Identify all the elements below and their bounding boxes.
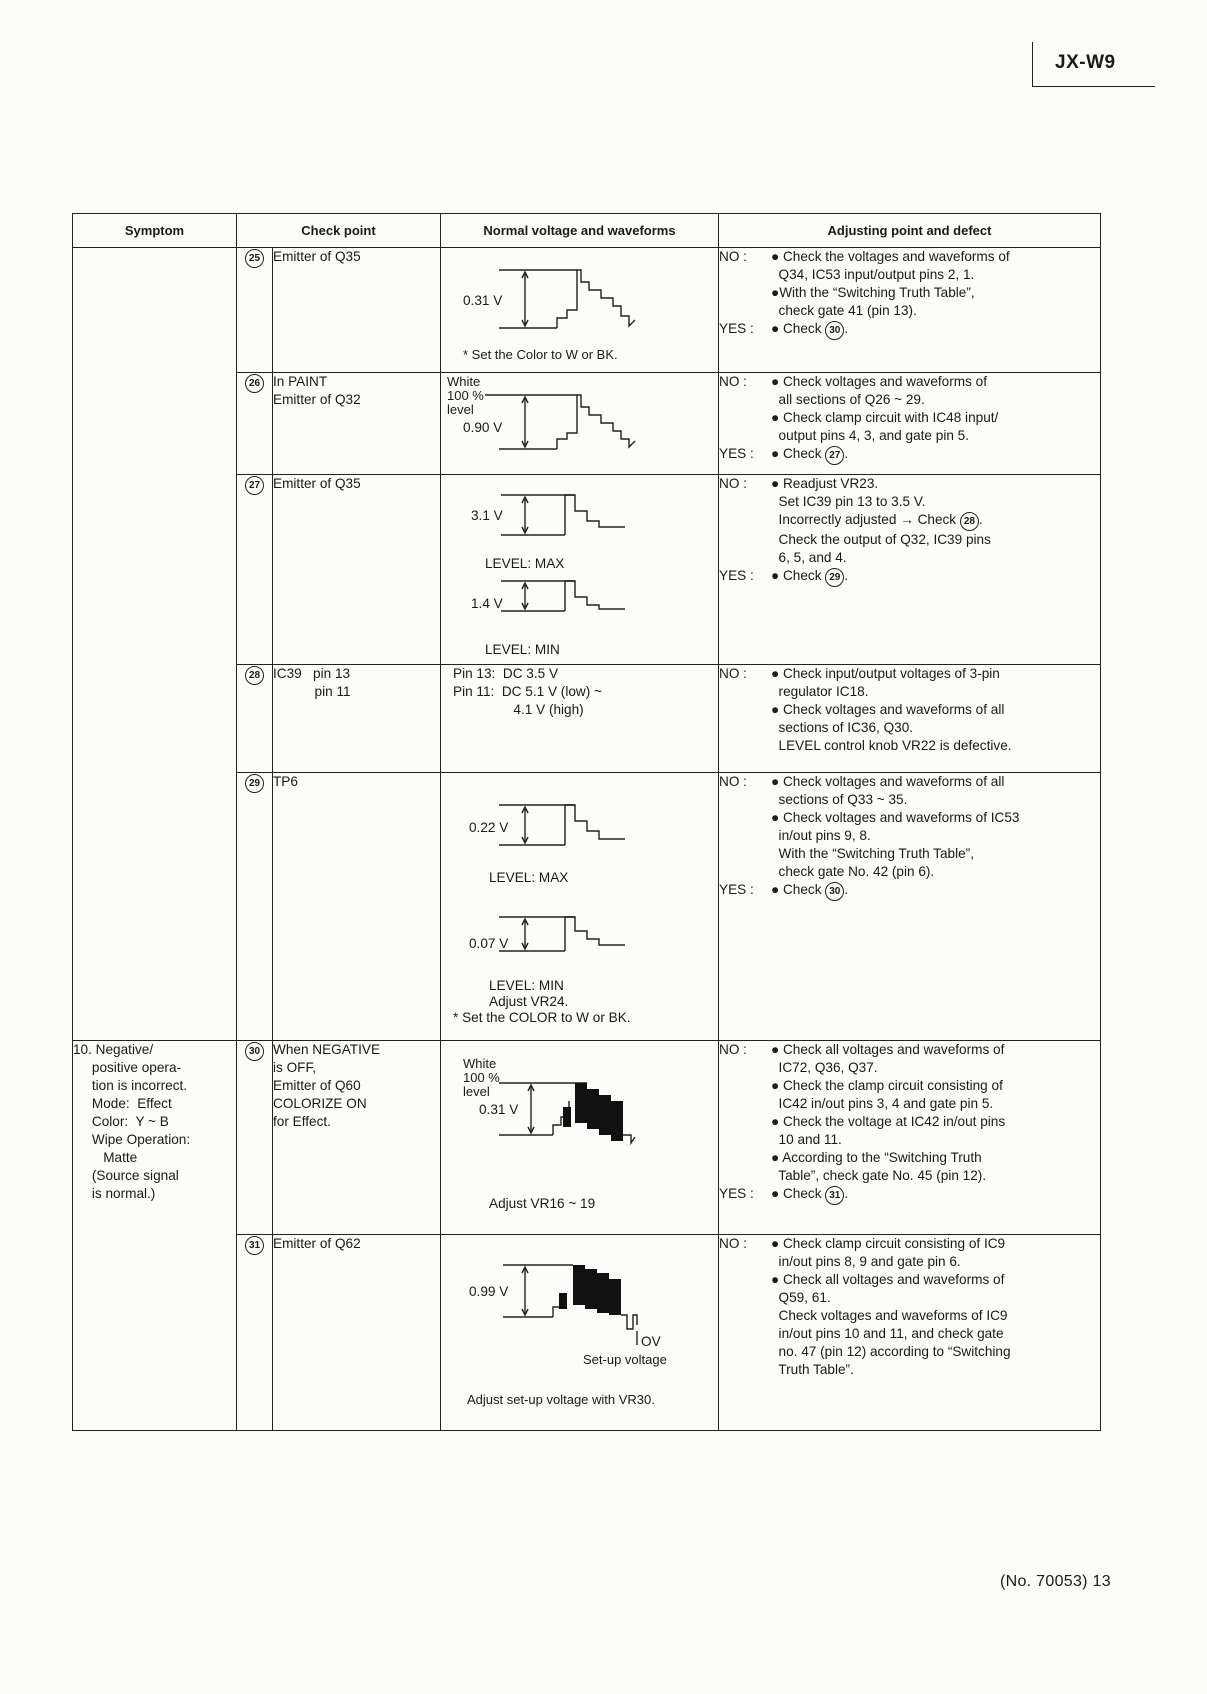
symptom-cell: 10. Negative/ positive opera- tion is incorrect. Mode: Effect Color: Y ~ B Wipe Operation: Matte (Source signal is normal.) [73, 1041, 237, 1431]
waveform-cell: White 100 % level 0.90 V [441, 373, 719, 475]
adjust-cell: NO : ● Readjust VR23. Set IC39 pin 13 to 3.5 V. Incorrectly adjusted → Check 28 . Check the output of Q32, IC39 pins 6, 5, and 4. YES : ● Check 29 . [719, 475, 1101, 665]
troubleshooting-table [72, 213, 1101, 1431]
page-number: (No. 70053) 13 [1000, 1573, 1111, 1590]
no-label: NO : [719, 249, 747, 264]
waveform-cell: White 100 % level 0.31 V Adjust VR16 ~ 19 [441, 1041, 719, 1235]
waveform-icon [441, 373, 719, 475]
voltage-text-cell: Pin 13: DC 3.5 V Pin 11: DC 5.1 V (low) ~ 4.1 V (high) [441, 665, 719, 773]
circled-number: 25 [245, 249, 264, 268]
check-point-cell: Emitter of Q35 [273, 248, 441, 373]
check-number: 27 [237, 475, 273, 665]
waveform-note: * Set the Color to W or BK. [463, 347, 618, 362]
check-point-cell: When NEGATIVE is OFF, Emitter of Q60 COLORIZE ON for Effect. [273, 1041, 441, 1235]
col-normal-voltage: Normal voltage and waveforms [441, 214, 719, 248]
check-number: 31 [237, 1235, 273, 1431]
adjust-cell: NO : ● Check voltages and waveforms of all sections of Q26 ~ 29. ● Check clamp circuit with IC48 input/ output pins 4, 3, and gate pin 5. YES : ● Check 27 . [719, 373, 1101, 475]
check-point-cell: TP6 [273, 773, 441, 1041]
adjust-cell: NO : ● Check voltages and waveforms of all sections of Q33 ~ 35. ● Check voltages and waveforms of IC53 in/out pins 9, 8. With the “Switching Truth Table”, check gate No. 42 (pin 6). YES : ● Check 30 . [719, 773, 1101, 1041]
waveform-cell: 0.99 V OV Set-up voltage Adjust set-up voltage with VR30. [441, 1235, 719, 1431]
waveform-icon [441, 773, 719, 1041]
adjust-cell: NO : ● Check the voltages and waveforms of Q34, IC53 input/output pins 2, 1. ●With the “Switching Truth Table”, check gate 41 (pin 13). YES : ● Check 30 . [719, 248, 1101, 373]
check-number: 29 [237, 773, 273, 1041]
waveform-icon [441, 1235, 719, 1431]
table-row [73, 248, 1101, 373]
waveform-cell [441, 248, 719, 373]
check-number: 26 [237, 373, 273, 475]
voltage-label: 0.31 V [463, 293, 503, 308]
waveform-icon [441, 475, 719, 665]
table-row [73, 1041, 1101, 1235]
check-point-cell: In PAINT Emitter of Q32 [273, 373, 441, 475]
check-point-cell: Emitter of Q62 [273, 1235, 441, 1431]
waveform-cell: 0.22 V LEVEL: MAX 0.07 V LEVEL: MIN Adjust VR24. * Set the COLOR to W or BK. [441, 773, 719, 1041]
adjust-cell: NO : ● Check clamp circuit consisting of IC9 in/out pins 8, 9 and gate pin 6. ● Check all voltages and waveforms of Q59, 61. Check voltages and waveforms of IC9 in/out pins 10 and 11, and check gate no. 47 (pin 12) according to “Switching Truth Table”. [719, 1235, 1101, 1431]
model-number: JX-W9 [1055, 52, 1116, 73]
col-symptom: Symptom [73, 214, 237, 248]
check-point-cell: Emitter of Q35 [273, 475, 441, 665]
check-point-cell: IC39 pin 13 pin 11 [273, 665, 441, 773]
adjust-cell: NO : ● Check input/output voltages of 3-pin regulator IC18. ● Check voltages and waveforms of all sections of IC36, Q30. LEVEL control knob VR22 is defective. [719, 665, 1101, 773]
symptom-cell-empty [73, 248, 237, 1041]
check-number: 28 [237, 665, 273, 773]
waveform-cell: 3.1 V LEVEL: MAX 1.4 V LEVEL: MIN [441, 475, 719, 665]
table-header-row [73, 214, 1101, 248]
adjust-cell: NO : ● Check all voltages and waveforms of IC72, Q36, Q37. ● Check the clamp circuit consisting of IC42 in/out pins 3, 4 and gate pin 5. ● Check the voltage at IC42 in/out pins 10 and 11. ● According to the “Switching Truth Table”, check gate No. 45 (pin 12). YES : ● Check 31 . [719, 1041, 1101, 1235]
yes-label: YES : [719, 321, 754, 336]
check-number [237, 248, 273, 373]
check-number: 30 [237, 1041, 273, 1235]
model-box [1032, 42, 1155, 87]
col-check-point: Check point [237, 214, 441, 248]
col-adjusting-point: Adjusting point and defect [719, 214, 1101, 248]
waveform-icon [441, 1041, 719, 1235]
